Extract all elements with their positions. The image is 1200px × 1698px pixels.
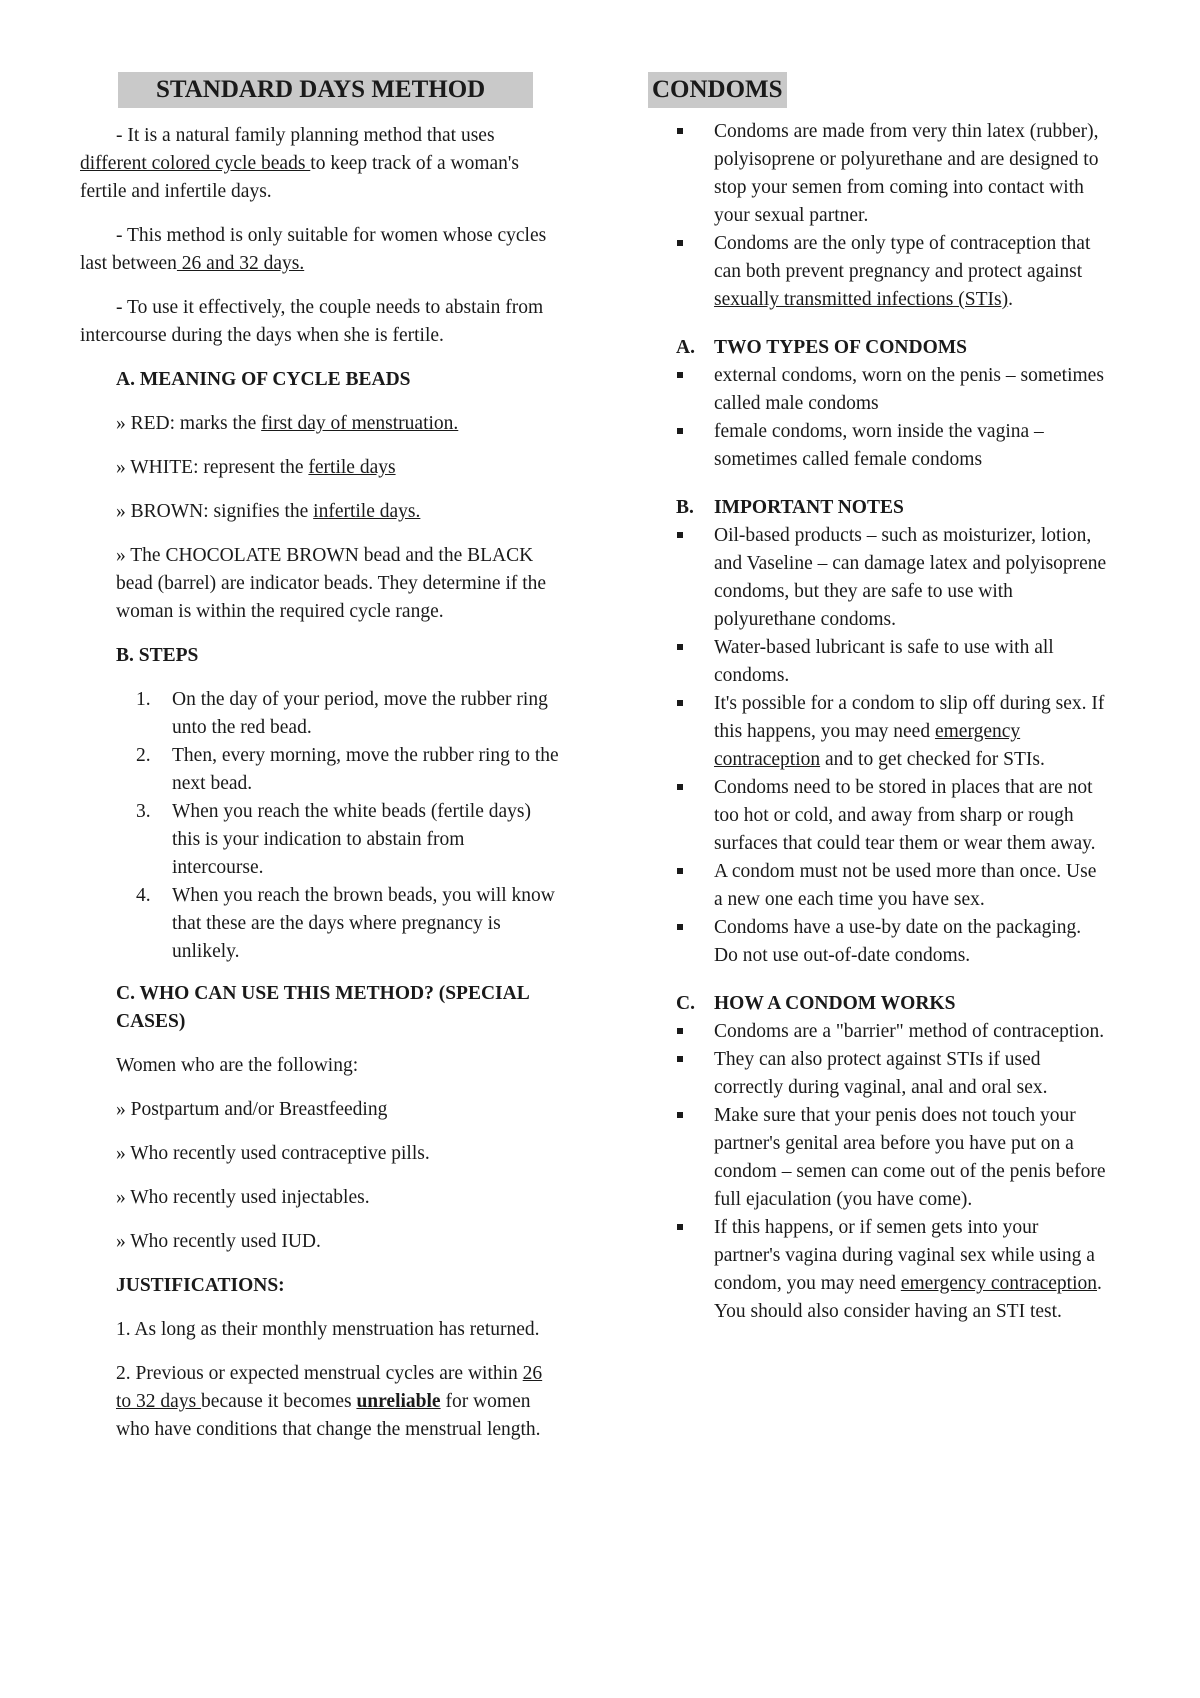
bead-item: » BROWN: signifies the infertile days.	[116, 501, 421, 522]
section-c-heading: C. WHO CAN USE THIS METHOD? (SPECIAL CASES)	[116, 983, 529, 1032]
case-item: » Who recently used IUD.	[116, 1231, 321, 1252]
justification-item: 2. Previous or expected menstrual cycles are within 26 to 32 days because it becomes unreliable for women who have conditions that change the menstrual length.	[116, 1363, 543, 1440]
standard-days-title: STANDARD DAYS METHOD	[118, 72, 533, 108]
list-item: Make sure that your penis does not touch your partner's genital area before you have put on a condom – semen can come out of the penis before full ejaculation (you have come).	[648, 1102, 1108, 1214]
list-item: Condoms are a "barrier" method of contraception.	[648, 1018, 1108, 1046]
list-item: 3. When you reach the white beads (fertile days) this is your indication to abstain from intercourse.	[136, 801, 531, 878]
right-column	[648, 72, 1108, 1326]
list-item: Water-based lubricant is safe to use with all condoms.	[648, 634, 1108, 690]
justifications-heading: JUSTIFICATIONS:	[116, 1275, 285, 1296]
list-item: Oil-based products – such as moisturizer, lotion, and Vaseline – can damage latex and polyisoprene condoms, but they are safe to use with polyurethane condoms.	[648, 522, 1108, 634]
case-item: » Who recently used contraceptive pills.	[116, 1143, 430, 1164]
list-item: It's possible for a condom to slip off during sex. If this happens, you may need emergency contraception and to get checked for STIs.	[648, 690, 1108, 774]
steps-list	[116, 686, 560, 966]
case-item: » Who recently used injectables.	[116, 1187, 370, 1208]
list-item: Condoms are made from very thin latex (rubber), polyisoprene or polyurethane and are designed to stop your semen from coming into contact with your sexual partner.	[648, 118, 1108, 230]
works-list	[648, 1018, 1108, 1326]
intro-paragraph: - This method is only suitable for women whose cycles last between 26 and 32 days.	[80, 225, 547, 274]
list-item: A condom must not be used more than once. Use a new one each time you have sex.	[648, 858, 1108, 914]
section-c-heading: C. HOW A CONDOM WORKS	[676, 993, 956, 1014]
list-item: They can also protect against STIs if used correctly during vaginal, anal and oral sex.	[648, 1046, 1108, 1102]
list-item: If this happens, or if semen gets into your partner's vagina during vaginal sex while using a condom, you may need emergency contraception. You should also consider having an STI test.	[648, 1214, 1108, 1326]
section-a-heading: A. MEANING OF CYCLE BEADS	[116, 369, 411, 390]
intro-list	[648, 118, 1108, 314]
list-item: 2. Then, every morning, move the rubber ring to the next bead.	[136, 745, 559, 794]
notes-list	[648, 522, 1108, 970]
bead-item: » RED: marks the first day of menstruation.	[116, 413, 459, 434]
intro-paragraph: - To use it effectively, the couple needs to abstain from intercourse during the days when she is fertile.	[80, 297, 544, 346]
section-a-heading: A. TWO TYPES OF CONDOMS	[676, 337, 967, 358]
list-item: female condoms, worn inside the vagina – sometimes called female condoms	[648, 418, 1108, 474]
bead-item: » The CHOCOLATE BROWN bead and the BLACK bead (barrel) are indicator beads. They determine if the woman is within the required cycle range.	[116, 545, 547, 622]
list-item: Condoms have a use-by date on the packaging. Do not use out-of-date condoms.	[648, 914, 1108, 970]
condoms-title: CONDOMS	[648, 72, 787, 108]
justification-item: 1. As long as their monthly menstruation has returned.	[116, 1319, 540, 1340]
case-item: » Postpartum and/or Breastfeeding	[116, 1099, 388, 1120]
list-item: 1. On the day of your period, move the rubber ring unto the red bead.	[136, 689, 548, 738]
types-list	[648, 362, 1108, 474]
list-item: Condoms need to be stored in places that are not too hot or cold, and away from sharp or rough surfaces that could tear them or wear them away.	[648, 774, 1108, 858]
list-item: external condoms, worn on the penis – sometimes called male condoms	[648, 362, 1108, 418]
bead-item: » WHITE: represent the fertile days	[116, 457, 396, 478]
section-b-heading: B. STEPS	[116, 645, 199, 666]
section-b-heading: B. IMPORTANT NOTES	[676, 497, 904, 518]
women-intro: Women who are the following:	[116, 1055, 359, 1076]
intro-paragraph: - It is a natural family planning method that uses different colored cycle beads to keep track of a woman's fertile and infertile days.	[80, 125, 520, 202]
list-item: 4. When you reach the brown beads, you will know that these are the days where pregnancy is unlikely.	[136, 885, 555, 962]
list-item: Condoms are the only type of contraception that can both prevent pregnancy and protect against sexually transmitted infections (STIs).	[648, 230, 1108, 314]
left-column	[80, 72, 560, 1460]
